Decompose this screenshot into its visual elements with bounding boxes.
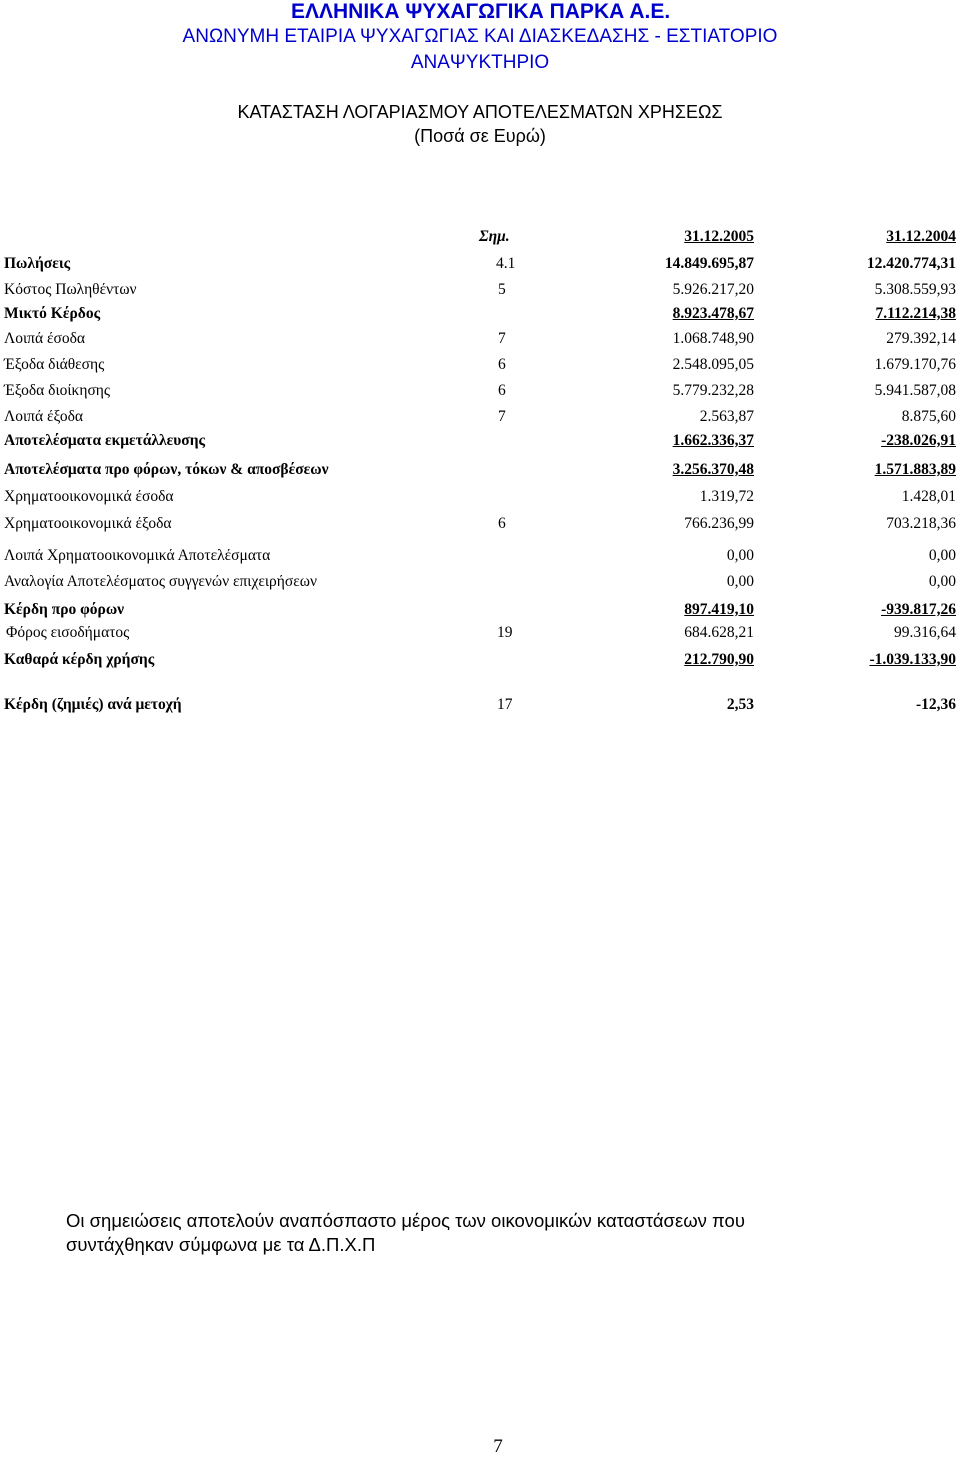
column-header-row xyxy=(0,227,960,247)
row-value-2005: 2.548.095,05 xyxy=(672,356,754,373)
table-row xyxy=(0,355,960,375)
table-row xyxy=(0,546,960,566)
table-row xyxy=(0,600,960,620)
row-label: Πωλήσεις xyxy=(4,255,71,272)
row-value-2004: 5.308.559,93 xyxy=(874,281,956,298)
row-value-2004: -238.026,91 xyxy=(881,432,956,449)
row-label: Λοιπά Χρηματοοικονομικά Αποτελέσματα xyxy=(4,547,271,564)
company-description: ΑΝΩΝΥΜΗ ΕΤΑΙΡΙΑ ΨΥΧΑΓΩΓΙΑΣ ΚΑΙ ΔΙΑΣΚΕΔΑΣΗΣ - ΕΣΤΙΑΤΟΡΙΟ xyxy=(182,26,778,47)
table-row xyxy=(0,431,960,451)
row-value-2004: 0,00 xyxy=(928,573,956,590)
footer-note-line2: συντάχθηκαν σύμφωνα με τα Δ.Π.Χ.Π xyxy=(66,1234,376,1255)
table-row xyxy=(0,514,960,534)
row-value-2005: 1.319,72 xyxy=(699,488,754,505)
row-value-2005: 1.068.748,90 xyxy=(672,330,754,347)
row-note: 4.1 xyxy=(496,255,516,272)
row-value-2004: 12.420.774,31 xyxy=(866,255,956,272)
table-row xyxy=(0,572,960,592)
row-note: 19 xyxy=(497,624,513,641)
row-value-2005: 14.849.695,87 xyxy=(664,255,754,272)
row-label: Λοιπά έσοδα xyxy=(4,330,86,347)
page-number: 7 xyxy=(493,1436,503,1457)
row-value-2005: 0,00 xyxy=(726,547,754,564)
table-row xyxy=(0,254,960,274)
year-2005-header: 31.12.2005 xyxy=(684,228,754,245)
row-value-2005: 766.236,99 xyxy=(684,515,754,532)
row-value-2005: 5.926.217,20 xyxy=(672,281,754,298)
row-value-2005: 0,00 xyxy=(726,573,754,590)
year-2004-header: 31.12.2004 xyxy=(886,228,956,245)
row-value-2004: -1.039.133,90 xyxy=(869,651,956,668)
row-value-2005: 8.923.478,67 xyxy=(672,305,754,322)
row-note: 6 xyxy=(498,515,506,532)
row-value-2005: 2.563,87 xyxy=(699,408,754,425)
table-row xyxy=(0,695,960,715)
row-label: Χρηματοοικονομικά έξοδα xyxy=(4,515,172,532)
row-label: Κέρδη (ζημιές) ανά μετοχή xyxy=(4,696,182,713)
row-label: Αποτελέσματα προ φόρων, τόκων & αποσβέσεων xyxy=(4,461,329,478)
table-row xyxy=(0,623,960,643)
row-label: Χρηματοοικονομικά έσοδα xyxy=(4,488,174,505)
row-label: Έξοδα διάθεσης xyxy=(4,356,105,373)
row-value-2004: 703.218,36 xyxy=(886,515,956,532)
table-row xyxy=(0,304,960,324)
row-note: 17 xyxy=(497,696,513,713)
row-label: Αναλογία Αποτελέσματος συγγενών επιχειρήσεων xyxy=(4,573,317,590)
table-row xyxy=(0,381,960,401)
row-label: Κέρδη προ φόρων xyxy=(4,601,125,618)
table-row xyxy=(0,280,960,300)
row-value-2005: 2,53 xyxy=(726,696,754,713)
row-label: Μικτό Κέρδος xyxy=(4,305,101,322)
row-value-2004: 1.679.170,76 xyxy=(874,356,956,373)
row-label: Καθαρά κέρδη χρήσης xyxy=(4,651,155,668)
row-value-2005: 684.628,21 xyxy=(684,624,754,641)
row-value-2005: 3.256.370,48 xyxy=(672,461,754,478)
row-value-2005: 1.662.336,37 xyxy=(672,432,754,449)
company-name: ΕΛΛΗΝΙΚΑ ΨΥΧΑΓΩΓΙΚΑ ΠΑΡΚΑ Α.Ε. xyxy=(291,0,671,23)
row-value-2005: 897.419,10 xyxy=(684,601,754,618)
row-value-2004: 8.875,60 xyxy=(901,408,956,425)
row-label: Λοιπά έξοδα xyxy=(4,408,83,425)
row-label: Έξοδα διοίκησης xyxy=(4,382,111,399)
row-value-2004: 5.941.587,08 xyxy=(874,382,956,399)
currency-note: (Ποσά σε Ευρώ) xyxy=(414,126,546,146)
row-value-2004: 1.571.883,89 xyxy=(874,461,956,478)
row-value-2004: 0,00 xyxy=(928,547,956,564)
footer-note xyxy=(66,1209,866,1257)
note-column-header: Σημ. xyxy=(479,228,510,245)
statement-title: ΚΑΤΑΣΤΑΣΗ ΛΟΓΑΡΙΑΣΜΟΥ ΑΠΟΤΕΛΕΣΜΑΤΩΝ ΧΡΗΣΕΩΣ xyxy=(237,102,723,122)
row-value-2004: -939.817,26 xyxy=(881,601,956,618)
row-note: 7 xyxy=(498,408,506,425)
row-value-2004: 279.392,14 xyxy=(886,330,956,347)
row-value-2004: 7.112.214,38 xyxy=(875,305,956,322)
row-note: 6 xyxy=(498,356,506,373)
row-value-2004: 99.316,64 xyxy=(894,624,956,641)
row-value-2005: 5.779.232,28 xyxy=(672,382,754,399)
table-row xyxy=(0,487,960,507)
table-row xyxy=(0,650,960,670)
row-note: 6 xyxy=(498,382,506,399)
row-label: Φόρος εισοδήματος xyxy=(6,624,130,641)
table-row xyxy=(0,329,960,349)
row-label: Κόστος Πωληθέντων xyxy=(4,281,137,298)
row-value-2004: -12,36 xyxy=(915,696,956,713)
footer-note-line1: Οι σημειώσεις αποτελούν αναπόσπαστο μέρος των οικονομικών καταστάσεων που xyxy=(66,1210,745,1231)
row-value-2004: 1.428,01 xyxy=(901,488,956,505)
row-label: Αποτελέσματα εκμετάλλευσης xyxy=(4,432,206,449)
row-note: 7 xyxy=(498,330,506,347)
table-row xyxy=(0,460,960,480)
table-row xyxy=(0,407,960,427)
company-description-cont: ΑΝΑΨΥΚΤΗΡΙΟ xyxy=(410,52,550,73)
row-note: 5 xyxy=(498,281,506,298)
row-value-2005: 212.790,90 xyxy=(684,651,754,668)
